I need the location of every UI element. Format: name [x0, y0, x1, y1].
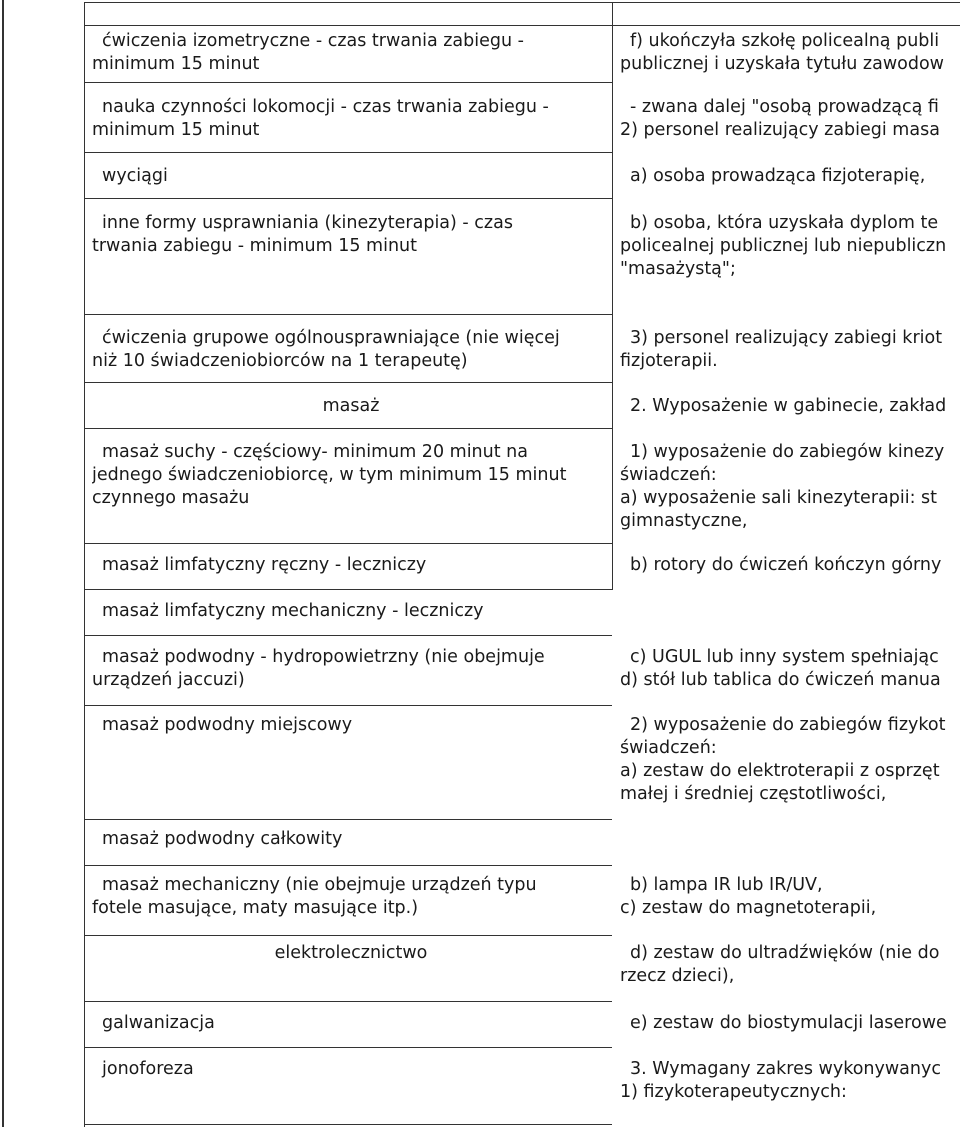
table-cell: nauka czynności lokomocji - czas trwania zabiegu - minimum 15 minut [92, 97, 549, 140]
table-cell: galwanizacja [102, 1013, 215, 1033]
section-heading: masaż [322, 396, 380, 416]
table-cell: jonoforeza [102, 1059, 194, 1079]
row-divider [84, 705, 612, 706]
page-margin-line [2, 0, 4, 1127]
table-cell: 2) wyposażenie do zabiegów fizykot świadczeń: a) zestaw do elektroterapii z osprzęt małej i średniej częstotliwości, [620, 715, 946, 804]
table-cell: f) ukończyła szkołę policealną publi publicznej i uzyskała tytułu zawodow [620, 31, 944, 74]
table-cell: masaż limfatyczny ręczny - leczniczy [102, 555, 427, 575]
table-column-divider [612, 2, 613, 590]
row-divider [84, 152, 612, 153]
table-cell: b) lampa IR lub IR/UV, c) zestaw do magnetoterapii, [620, 875, 877, 918]
row-divider [84, 1047, 612, 1048]
table-cell: masaż limfatyczny mechaniczny - leczniczy [102, 601, 484, 621]
table-cell: masaż podwodny - hydropowietrzny (nie obejmuje urządzeń jaccuzi) [92, 647, 545, 690]
row-divider [84, 935, 612, 936]
table-border-header [84, 25, 612, 26]
table-border-top [84, 2, 612, 3]
table-cell: masaż podwodny miejscowy [102, 715, 353, 735]
table-cell: ćwiczenia grupowe ogólnousprawniające (nie więcej niż 10 świadczeniobiorców na 1 terapeutę) [92, 328, 560, 371]
table-border-top-right [612, 2, 960, 3]
table-cell: masaż suchy - częściowy- minimum 20 minut na jednego świadczeniobiorcę, w tym minimum 15 minut czynnego masażu [92, 442, 567, 508]
row-divider [84, 635, 612, 636]
table-cell: a) osoba prowadząca fizjoterapię, [630, 166, 926, 186]
row-divider [84, 865, 612, 866]
row-divider [84, 1124, 612, 1125]
row-divider [84, 314, 612, 315]
table-cell: wyciągi [102, 166, 168, 186]
row-divider [84, 198, 612, 199]
row-divider [84, 82, 612, 83]
table-cell: 1) wyposażenie do zabiegów kinezy świadczeń: a) wyposażenie sali kinezyterapii: st gimnastyczne, [620, 442, 945, 531]
row-divider [84, 543, 612, 544]
table-cell: 3. Wymagany zakres wykonywanyc 1) fizykoterapeutycznych: [620, 1059, 941, 1102]
table-border-left [84, 2, 85, 1127]
row-divider [84, 1001, 612, 1002]
table-border-header-right [612, 25, 960, 26]
table-cell: inne formy usprawniania (kinezyterapia) - czas trwania zabiegu - minimum 15 minut [92, 213, 513, 256]
table-cell: ćwiczenia izometryczne - czas trwania zabiegu - minimum 15 minut [92, 31, 524, 74]
table-cell: d) zestaw do ultradźwięków (nie do rzecz dzieci), [620, 943, 940, 986]
row-divider [84, 819, 612, 820]
table-cell: masaż mechaniczny (nie obejmuje urządzeń typu fotele masujące, maty masujące itp.) [92, 875, 537, 918]
table-cell: b) rotory do ćwiczeń kończyn górny [630, 555, 942, 575]
section-heading: elektrolecznictwo [274, 943, 428, 963]
row-divider [84, 589, 612, 590]
table-cell: b) osoba, która uzyskała dyplom te policealnej publicznej lub niepubliczn "masażystą"; [620, 213, 947, 279]
table-cell: masaż podwodny całkowity [102, 829, 343, 849]
table-cell: 3) personel realizujący zabiegi kriot fizjoterapii. [620, 328, 943, 371]
table-cell: 2. Wyposażenie w gabinecie, zakład [630, 396, 947, 416]
row-divider [84, 382, 612, 383]
table-cell: - zwana dalej "osobą prowadzącą fi 2) personel realizujący zabiegi masa [620, 97, 940, 140]
row-divider [84, 428, 612, 429]
table-cell: c) UGUL lub inny system spełniając d) stół lub tablica do ćwiczeń manua [620, 647, 941, 690]
table-cell: e) zestaw do biostymulacji laserowe [630, 1013, 947, 1033]
